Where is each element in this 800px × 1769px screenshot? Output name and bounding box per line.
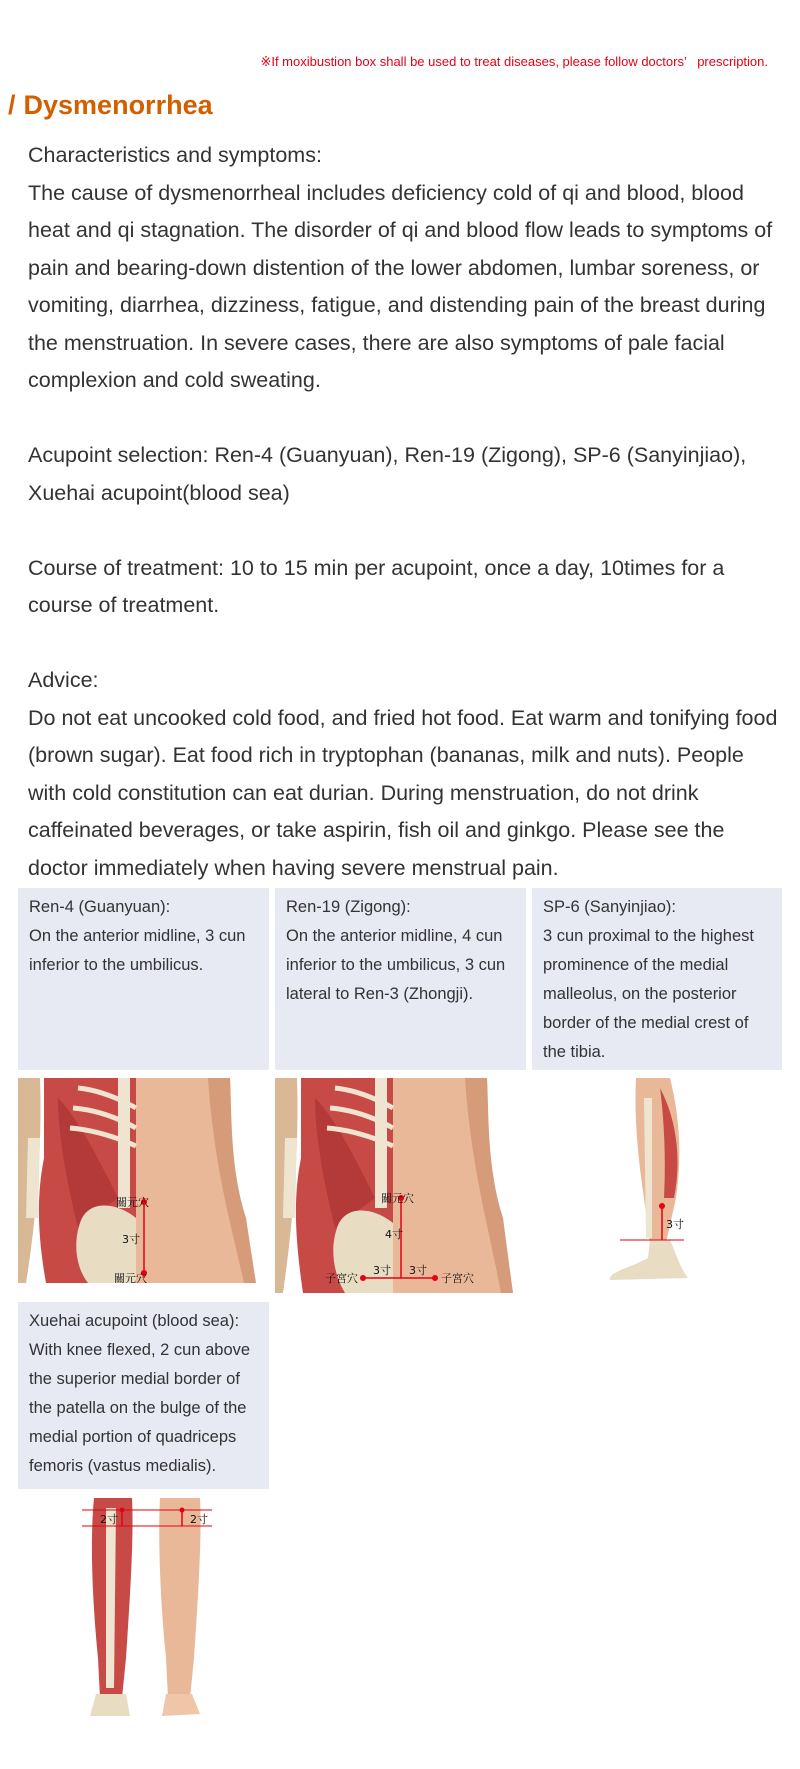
sp6-anatomy-figure — [600, 1078, 730, 1288]
ren19-left-point: 子宮穴 — [325, 1272, 358, 1285]
course-of-treatment: Course of treatment: 10 to 15 min per acupoint, once a day, 10times for a course of treatment. — [28, 555, 725, 617]
title-text: Dysmenorrhea — [23, 90, 213, 120]
moxibustion-notice: ※If moxibustion box shall be used to treat diseases, please follow doctors’ prescription. — [260, 54, 768, 69]
ren19-anatomy-figure — [275, 1078, 525, 1293]
ren19-right-point: 子宮穴 — [441, 1272, 474, 1285]
xuehai-left-measure: 2寸 — [100, 1513, 118, 1526]
ren4-measure-label: 3寸 — [122, 1233, 140, 1246]
acupoint-name: Ren-19 (Zigong): — [286, 898, 411, 916]
ren19-label-top: 關元穴 — [381, 1192, 414, 1205]
acupoint-card-ren19 — [275, 888, 526, 1070]
ren4-label-bottom: 關元穴 — [114, 1272, 147, 1283]
acupoint-description: On the anterior midline, 4 cun inferior to the umbilicus, 3 cun lateral to Ren-3 (Zhongji). — [286, 927, 506, 1003]
acupoint-name: Xuehai acupoint (blood sea): — [29, 1312, 240, 1330]
acupoint-selection: Acupoint selection: Ren-4 (Guanyuan), Ren-19 (Zigong), SP-6 (Sanyinjiao), Xuehai acupoint(blood sea) — [28, 443, 747, 505]
title-slash: / — [8, 90, 16, 120]
acupoint-card-ren4 — [18, 888, 269, 1070]
characteristics-body: The cause of dysmenorrheal includes deficiency cold of qi and blood, blood heat and qi stagnation. The disorder of qi and blood flow leads to symptoms of pain and bearing-down distention of the lower abdomen, lumbar soreness, or vomiting, diarrhea, dizziness, fatigue, and distending pain of the breast during the menstruation. In severe cases, there are also symptoms of pale facial complexion and cold sweating. — [28, 180, 773, 392]
page-title — [8, 90, 213, 121]
ren4-label-top: 關元穴 — [116, 1196, 149, 1209]
article-body — [28, 137, 788, 887]
acupoint-name: Ren-4 (Guanyuan): — [29, 898, 171, 916]
xuehai-right-measure: 2寸 — [190, 1513, 208, 1526]
xuehai-anatomy-figure — [82, 1498, 222, 1720]
ren19-left-measure: 3寸 — [373, 1264, 391, 1277]
acupoint-description: 3 cun proximal to the highest prominence of the medial malleolus, on the posterior border of the medial crest of the tibia. — [543, 927, 754, 1061]
characteristics-heading: Characteristics and symptoms: — [28, 143, 322, 167]
acupoint-card-xuehai — [18, 1302, 269, 1489]
acupoint-description: With knee flexed, 2 cun above the superior medial border of the patella on the bulge of the medial portion of quadriceps femoris (vastus medialis). — [29, 1341, 251, 1475]
advice-heading: Advice: — [28, 668, 99, 692]
ren19-measure-label: 4寸 — [385, 1228, 403, 1241]
acupoint-description: On the anterior midline, 3 cun inferior to the umbilicus. — [29, 927, 246, 974]
acupoint-card-sp6 — [532, 888, 782, 1070]
advice-body: Do not eat uncooked cold food, and fried hot food. Eat warm and tonifying food (brown sugar). Eat food rich in tryptophan (bananas, milk and nuts). People with cold constitution can eat durian. During menstruation, do not drink caffeinated beverages, or take aspirin, fish oil and ginkgo. Please see the doctor immediately when having severe menstrual pain. — [28, 705, 778, 880]
ren19-right-measure: 3寸 — [409, 1264, 427, 1277]
ren4-anatomy-figure — [18, 1078, 268, 1283]
sp6-measure-label: 3寸 — [666, 1218, 684, 1231]
acupoint-name: SP-6 (Sanyinjiao): — [543, 898, 676, 916]
